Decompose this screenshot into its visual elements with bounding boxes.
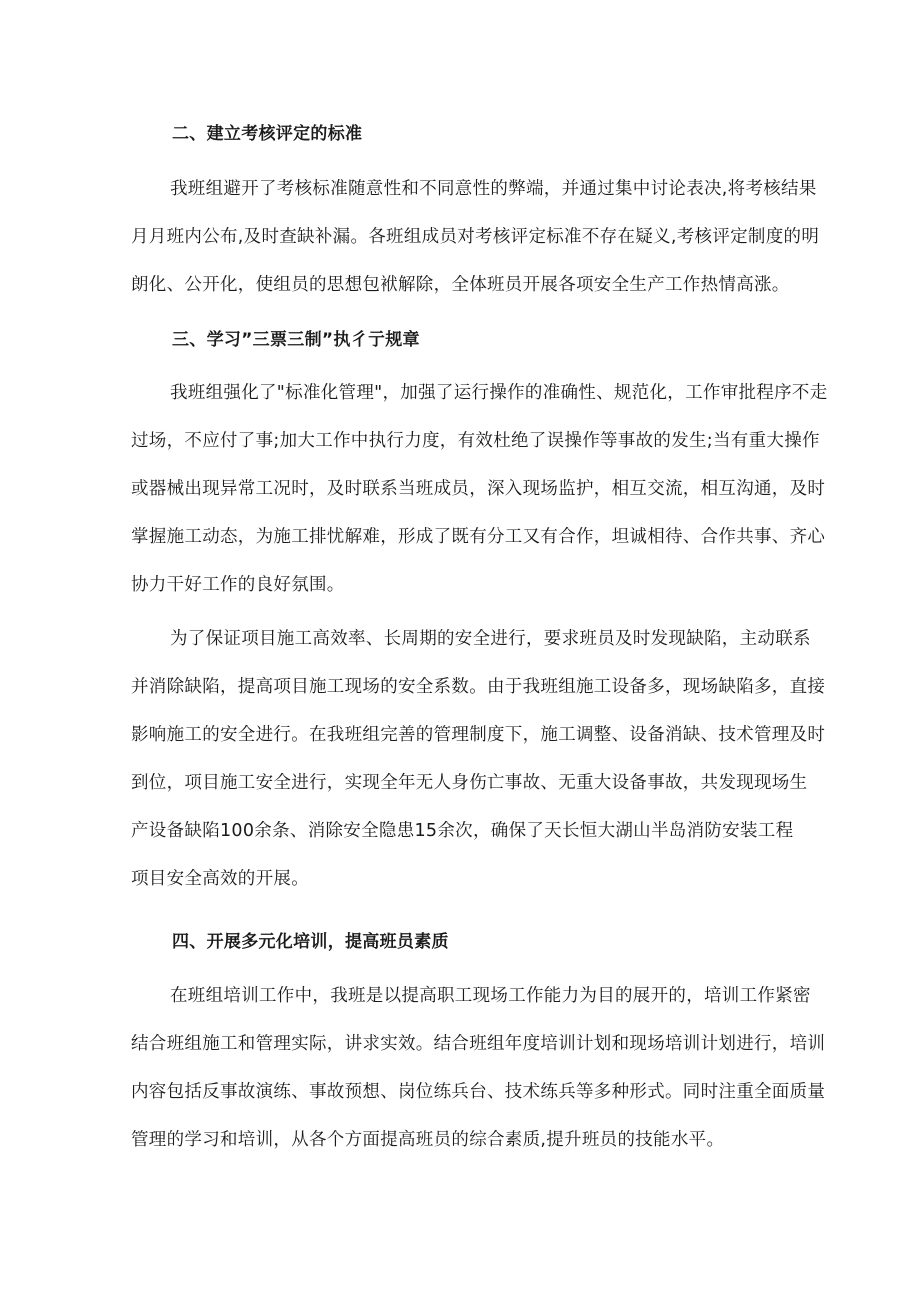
paragraph-line: 为了保证项目施工高效率、长周期的安全进行，要求班员及时发现缺陷，主动联系 [170, 629, 811, 649]
paragraph-line: 我班组强化了"标准化管理"，加强了运行操作的准确性、规范化，工作审批程序不走 [170, 383, 828, 403]
paragraph-line: 协力干好工作的良好氛围。 [131, 575, 345, 595]
paragraph-line: 管理的学习和培训，从各个方面提高班员的综合素质,提升班员的技能水平。 [131, 1130, 725, 1150]
paragraph-line: 在班组培训工作中，我班是以提高职工现场工作能力为目的展开的，培训工作紧密 [170, 986, 811, 1006]
section-heading-4: 四、开展多元化培训，提高班员素质 [172, 932, 449, 952]
paragraph-line: 项目安全高效的开展。 [131, 869, 309, 889]
paragraph-line: 结合班组施工和管理实际，讲求实效。结合班组年度培训计划和现场培训计划进行，培训 [131, 1034, 826, 1054]
section-heading-2: 二、建立考核评定的标准 [172, 124, 363, 144]
paragraph-line: 掌握施工动态，为施工排忧解难，形成了既有分工又有合作，坦诚相待、合作共事、齐心 [131, 527, 826, 547]
paragraph-line: 朗化、公开化，使组员的思想包袱解除，全体班员开展各项安全生产工作热情高涨。 [131, 275, 790, 295]
paragraph-line: 内容包括反事故演练、事故预想、岗位练兵台、技术练兵等多种形式。同时注重全面质量 [131, 1082, 826, 1102]
paragraph-line: 我班组避开了考核标准随意性和不同意性的弊端，并通过集中讨论表决,将考核结果 [170, 179, 817, 199]
paragraph-line: 或器械出现异常工况时，及时联系当班成员，深入现场监护，相互交流，相互沟通，及时 [131, 479, 826, 499]
paragraph-line: 并消除缺陷，提高项目施工现场的安全系数。由于我班组施工设备多，现场缺陷多，直接 [131, 677, 826, 697]
paragraph-line: 月月班内公布,及时查缺补漏。各班组成员对考核评定标准不存在疑义,考核评定制度的明 [131, 227, 820, 247]
section-heading-3: 三、学习”三票三制”执彳亍规章 [172, 330, 420, 350]
paragraph-line: 影响施工的安全进行。在我班组完善的管理制度下，施工调整、设备消缺、技术管理及时 [131, 725, 826, 745]
paragraph-line: 过场，不应付了事;加大工作中执行力度，有效杜绝了误操作等事故的发生;当有重大操作 [131, 431, 820, 451]
paragraph-line: 产设备缺陷100余条、消除安全隐患15余次，确保了天长恒大湖山半岛消防安装工程 [131, 821, 794, 841]
paragraph-line: 到位，项目施工安全进行，实现全年无人身伤亡事故、无重大设备事故，共发现现场生 [131, 773, 808, 793]
